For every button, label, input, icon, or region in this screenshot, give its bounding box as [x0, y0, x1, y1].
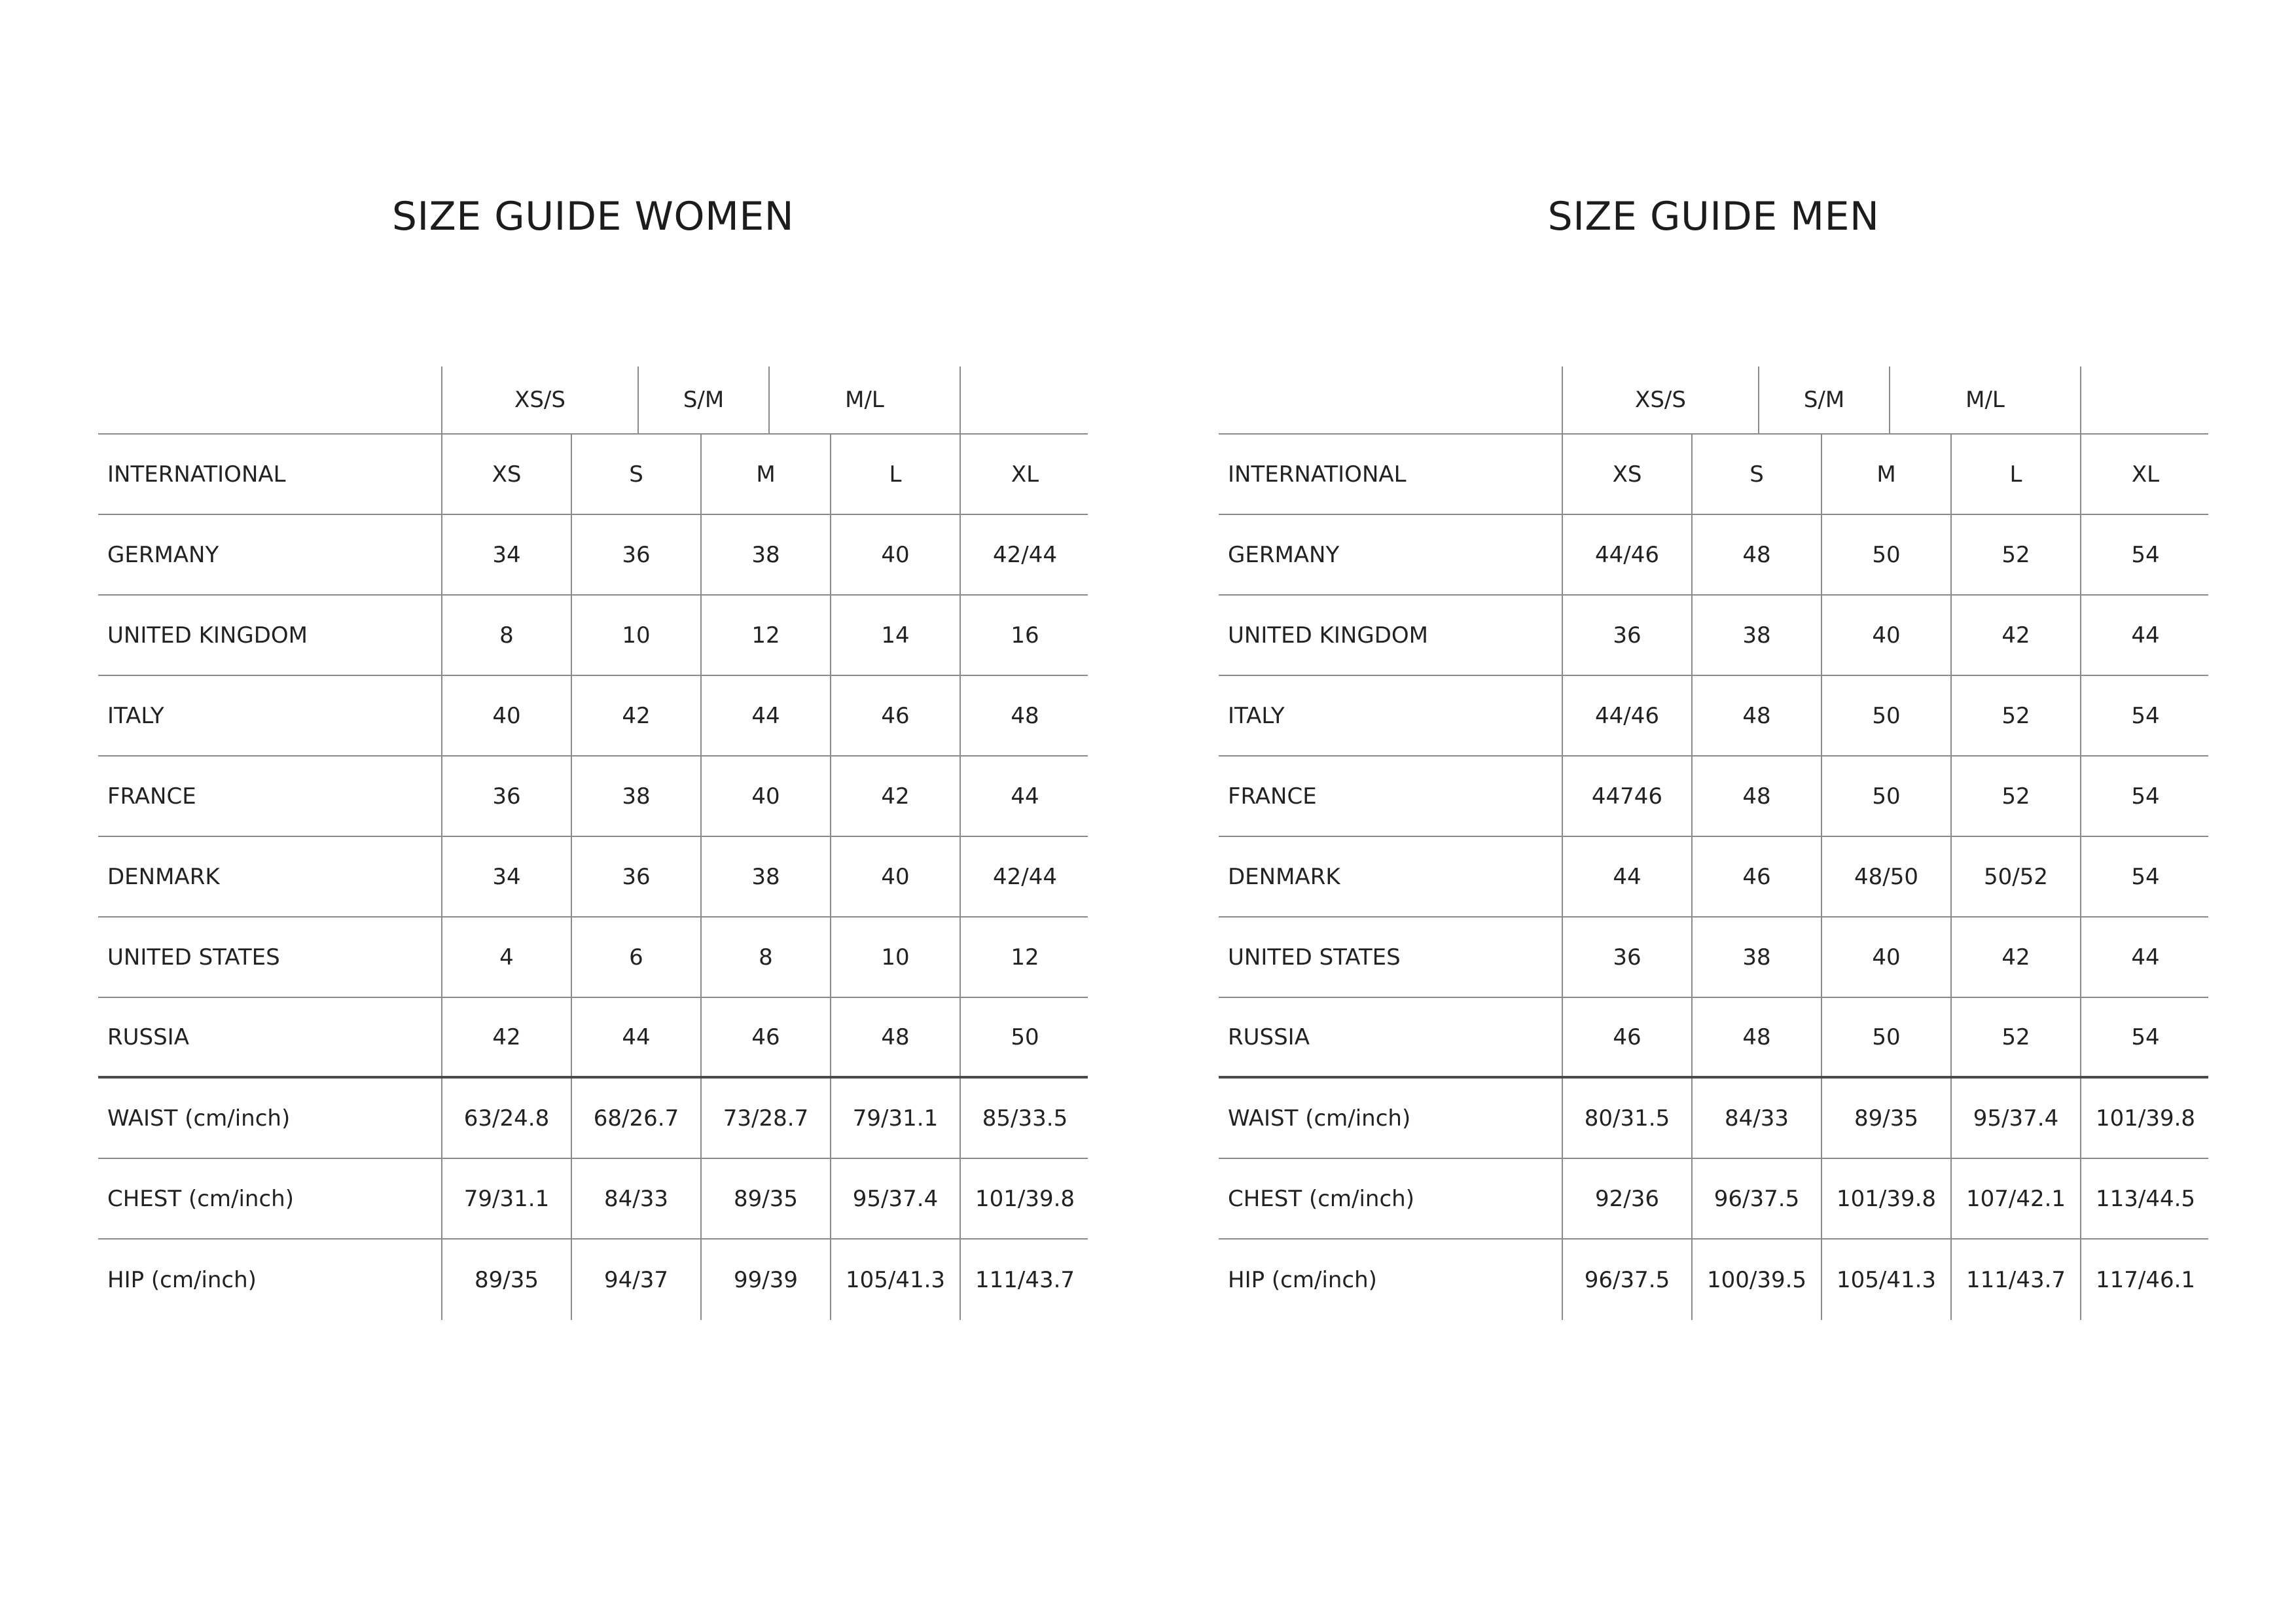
- size-value-cell: 48: [1691, 757, 1821, 836]
- size-value-cell: 101/39.8: [960, 1159, 1089, 1238]
- size-value-cell: 44746: [1562, 757, 1691, 836]
- size-value-cell: 107/42.1: [1950, 1159, 2080, 1238]
- table-row: [98, 435, 1088, 515]
- size-value-cell: 38: [700, 837, 830, 916]
- size-group-cell: XS/S: [1562, 366, 1758, 433]
- row-label: RUSSIA: [1228, 1024, 1310, 1050]
- size-value-cell: 44/46: [1562, 676, 1691, 755]
- size-value-cell: 44: [1562, 837, 1691, 916]
- size-value-cell: 38: [1691, 596, 1821, 675]
- size-value-cell: 50: [960, 998, 1089, 1076]
- row-label: ITALY: [1228, 702, 1285, 729]
- table-row: [1219, 998, 2208, 1079]
- size-value-cell: 50: [1821, 515, 1950, 594]
- size-value-cell: 54: [2080, 998, 2210, 1076]
- size-value-cell: S: [1691, 435, 1821, 514]
- size-value-cell: 48: [1691, 676, 1821, 755]
- size-value-cell: 44: [700, 676, 830, 755]
- row-label: HIP (cm/inch): [107, 1266, 257, 1293]
- size-group-cell: S/M: [1758, 366, 1889, 433]
- size-value-cell: 34: [441, 515, 571, 594]
- size-value-cell: 44: [2080, 596, 2210, 675]
- size-value-cell: 54: [2080, 757, 2210, 836]
- size-value-cell: 89/35: [700, 1159, 830, 1238]
- size-value-cell: 99/39: [700, 1240, 830, 1320]
- size-value-cell: 79/31.1: [441, 1159, 571, 1238]
- size-value-cell: 8: [441, 596, 571, 675]
- size-value-cell: 111/43.7: [960, 1240, 1089, 1320]
- size-value-cell: 92/36: [1562, 1159, 1691, 1238]
- size-group-header: [98, 366, 1088, 435]
- size-value-cell: 50: [1821, 998, 1950, 1076]
- size-value-cell: 44/46: [1562, 515, 1691, 594]
- size-value-cell: M: [700, 435, 830, 514]
- size-value-cell: 14: [830, 596, 960, 675]
- size-value-cell: 101/39.8: [2080, 1079, 2210, 1158]
- row-label: INTERNATIONAL: [107, 461, 286, 488]
- size-value-cell: 38: [1691, 918, 1821, 997]
- size-value-cell: 117/46.1: [2080, 1240, 2210, 1320]
- size-group-cell: M/L: [1889, 366, 2080, 433]
- size-value-cell: 8: [700, 918, 830, 997]
- row-label: HIP (cm/inch): [1228, 1266, 1377, 1293]
- table-row: [98, 837, 1088, 918]
- row-label: INTERNATIONAL: [1228, 461, 1407, 488]
- table-row: [98, 515, 1088, 596]
- size-value-cell: 73/28.7: [700, 1079, 830, 1158]
- row-label: UNITED STATES: [1228, 944, 1401, 971]
- size-value-cell: 96/37.5: [1562, 1240, 1691, 1320]
- size-value-cell: XS: [441, 435, 571, 514]
- table-row: [98, 1079, 1088, 1159]
- size-value-cell: 95/37.4: [1950, 1079, 2080, 1158]
- size-value-cell: 42: [830, 757, 960, 836]
- size-group-cell: XS/S: [441, 366, 637, 433]
- size-value-cell: 50: [1821, 676, 1950, 755]
- size-value-cell: 63/24.8: [441, 1079, 571, 1158]
- size-value-cell: 44: [571, 998, 700, 1076]
- size-group-header: [1219, 366, 2208, 435]
- table-row: [1219, 1159, 2208, 1240]
- size-value-cell: 54: [2080, 676, 2210, 755]
- size-value-cell: 105/41.3: [1821, 1240, 1950, 1320]
- size-group-cell: [960, 366, 1088, 433]
- size-value-cell: 96/37.5: [1691, 1159, 1821, 1238]
- size-group-cell: M/L: [768, 366, 960, 433]
- row-label: UNITED KINGDOM: [107, 622, 308, 649]
- table-row: [98, 998, 1088, 1079]
- size-value-cell: 42: [441, 998, 571, 1076]
- size-value-cell: 44: [2080, 918, 2210, 997]
- size-value-cell: 50: [1821, 757, 1950, 836]
- table-row: [1219, 435, 2208, 515]
- size-value-cell: 40: [1821, 596, 1950, 675]
- size-value-cell: 34: [441, 837, 571, 916]
- size-value-cell: 40: [830, 515, 960, 594]
- row-label: GERMANY: [107, 541, 219, 568]
- table-row: [1219, 676, 2208, 757]
- table-row: [1219, 1240, 2208, 1320]
- table-row: [98, 1240, 1088, 1320]
- size-value-cell: 10: [571, 596, 700, 675]
- size-value-cell: 105/41.3: [830, 1240, 960, 1320]
- size-value-cell: 101/39.8: [1821, 1159, 1950, 1238]
- table-row: [1219, 837, 2208, 918]
- size-value-cell: 38: [571, 757, 700, 836]
- table-row: [98, 1159, 1088, 1240]
- size-value-cell: 54: [2080, 515, 2210, 594]
- size-value-cell: 36: [441, 757, 571, 836]
- size-value-cell: 89/35: [441, 1240, 571, 1320]
- size-value-cell: M: [1821, 435, 1950, 514]
- size-value-cell: 50/52: [1950, 837, 2080, 916]
- size-value-cell: L: [1950, 435, 2080, 514]
- table-row: [1219, 918, 2208, 998]
- row-label: UNITED STATES: [107, 944, 280, 971]
- size-value-cell: 80/31.5: [1562, 1079, 1691, 1158]
- size-value-cell: 48: [960, 676, 1089, 755]
- size-table: [98, 366, 1088, 1322]
- size-value-cell: 44: [960, 757, 1089, 836]
- size-value-cell: 84/33: [1691, 1079, 1821, 1158]
- size-value-cell: 42: [571, 676, 700, 755]
- table-row: [98, 918, 1088, 998]
- size-value-cell: 46: [830, 676, 960, 755]
- size-value-cell: 36: [571, 515, 700, 594]
- size-value-cell: XL: [2080, 435, 2210, 514]
- size-value-cell: 36: [1562, 918, 1691, 997]
- row-label: DENMARK: [1228, 863, 1340, 890]
- size-value-cell: 52: [1950, 998, 2080, 1076]
- size-value-cell: 100/39.5: [1691, 1240, 1821, 1320]
- size-value-cell: 48/50: [1821, 837, 1950, 916]
- size-value-cell: 46: [1562, 998, 1691, 1076]
- row-label: UNITED KINGDOM: [1228, 622, 1428, 649]
- size-value-cell: 46: [1691, 837, 1821, 916]
- size-value-cell: 48: [1691, 998, 1821, 1076]
- size-value-cell: 113/44.5: [2080, 1159, 2210, 1238]
- row-label: CHEST (cm/inch): [107, 1185, 294, 1212]
- size-value-cell: 42: [1950, 596, 2080, 675]
- table-row: [98, 757, 1088, 837]
- table-row: [1219, 757, 2208, 837]
- row-label: DENMARK: [107, 863, 220, 890]
- size-value-cell: 52: [1950, 676, 2080, 755]
- size-value-cell: 68/26.7: [571, 1079, 700, 1158]
- size-value-cell: 52: [1950, 515, 2080, 594]
- row-label: CHEST (cm/inch): [1228, 1185, 1414, 1212]
- size-value-cell: L: [830, 435, 960, 514]
- size-value-cell: 36: [571, 837, 700, 916]
- row-label: FRANCE: [1228, 783, 1317, 810]
- size-value-cell: 10: [830, 918, 960, 997]
- size-table: [1219, 366, 2208, 1322]
- size-value-cell: XS: [1562, 435, 1691, 514]
- size-value-cell: 84/33: [571, 1159, 700, 1238]
- table-row: [98, 596, 1088, 676]
- size-value-cell: 79/31.1: [830, 1079, 960, 1158]
- size-value-cell: 46: [700, 998, 830, 1076]
- size-value-cell: 40: [1821, 918, 1950, 997]
- size-value-cell: 52: [1950, 757, 2080, 836]
- size-value-cell: 48: [1691, 515, 1821, 594]
- table-row: [1219, 596, 2208, 676]
- row-label: WAIST (cm/inch): [107, 1105, 291, 1132]
- size-value-cell: S: [571, 435, 700, 514]
- size-group-cell: S/M: [637, 366, 768, 433]
- size-value-cell: 38: [700, 515, 830, 594]
- table-row: [1219, 515, 2208, 596]
- size-value-cell: 42/44: [960, 515, 1089, 594]
- row-label: GERMANY: [1228, 541, 1340, 568]
- size-group-cell: [2080, 366, 2208, 433]
- size-value-cell: 36: [1562, 596, 1691, 675]
- size-value-cell: XL: [960, 435, 1089, 514]
- size-value-cell: 89/35: [1821, 1079, 1950, 1158]
- size-value-cell: 12: [700, 596, 830, 675]
- size-value-cell: 54: [2080, 837, 2210, 916]
- size-value-cell: 4: [441, 918, 571, 997]
- size-value-cell: 111/43.7: [1950, 1240, 2080, 1320]
- size-value-cell: 40: [830, 837, 960, 916]
- size-value-cell: 40: [441, 676, 571, 755]
- size-value-cell: 85/33.5: [960, 1079, 1089, 1158]
- row-label: FRANCE: [107, 783, 196, 810]
- size-value-cell: 16: [960, 596, 1089, 675]
- guide-title: SIZE GUIDE WOMEN: [391, 194, 795, 240]
- size-value-cell: 40: [700, 757, 830, 836]
- table-row: [1219, 1079, 2208, 1159]
- row-label: WAIST (cm/inch): [1228, 1105, 1411, 1132]
- size-value-cell: 12: [960, 918, 1089, 997]
- size-value-cell: 48: [830, 998, 960, 1076]
- table-row: [98, 676, 1088, 757]
- guide-title: SIZE GUIDE MEN: [1547, 194, 1880, 240]
- size-value-cell: 94/37: [571, 1240, 700, 1320]
- size-value-cell: 6: [571, 918, 700, 997]
- size-value-cell: 95/37.4: [830, 1159, 960, 1238]
- row-label: RUSSIA: [107, 1024, 189, 1050]
- size-value-cell: 42: [1950, 918, 2080, 997]
- size-value-cell: 42/44: [960, 837, 1089, 916]
- row-label: ITALY: [107, 702, 164, 729]
